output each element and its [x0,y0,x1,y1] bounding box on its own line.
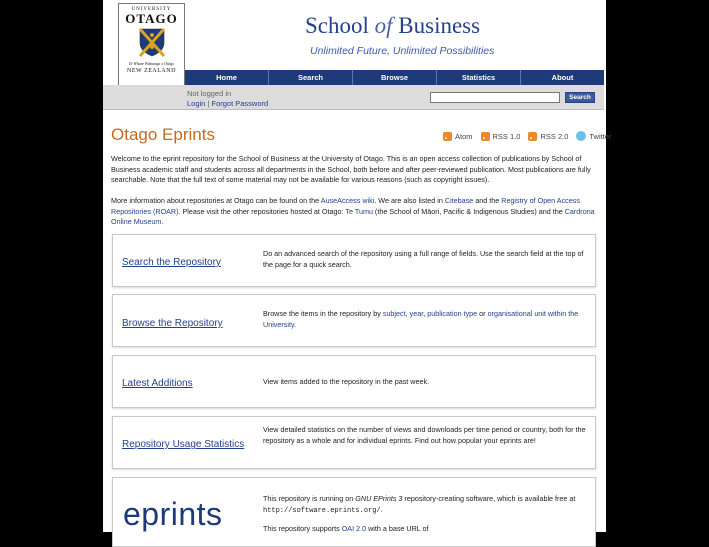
usage-statistics-box [112,416,596,469]
browse-end: . [294,319,297,329]
search-button[interactable]: Search [565,92,595,103]
browse-year-link[interactable]: year [409,309,424,318]
auseaccess-link[interactable]: AuseAccess wiki [320,196,375,205]
forgot-password-link[interactable]: Forgot Password [211,99,269,108]
browse-comma-2: , [423,309,428,318]
login-separator: | [207,99,210,108]
software-box [112,477,596,547]
search-repository-link[interactable]: Search the Repository [122,257,221,268]
feed-links [443,131,611,141]
browse-desc-text: Browse the items in the repository by [263,309,383,318]
search-repository-box [112,234,596,287]
software-text-3: . [380,504,383,514]
citebase-link[interactable]: Citebase [444,196,474,205]
latest-additions-box [112,355,596,408]
browse-repository-desc [263,309,589,330]
browse-subject-link[interactable]: subject [382,309,406,318]
latest-additions-link[interactable]: Latest Additions [122,378,193,389]
school-title-part2: Business [392,13,481,38]
crest-icon [138,27,166,57]
logo-university-text: UNIVERSITY [131,7,172,12]
software-text-2: repository-creating software, which is available free at [402,494,576,503]
more-text-1: More information about repositories at Otago can be found on the [111,196,321,205]
software-desc [263,494,589,516]
usage-statistics-desc: View detailed statistics on the number of views and downloads per time period or country, both for the repository as a whole and for individual eprints. Find out how popular your eprints are! [263,425,586,445]
nav-home[interactable]: Home [216,73,237,82]
browse-repository-link[interactable]: Browse the Repository [122,318,223,329]
nav-about[interactable]: About [520,70,604,85]
more-text-3: and the [473,196,502,205]
browse-or: or [477,309,488,318]
oai-link[interactable]: OAI 2.0 [341,524,367,533]
browse-repository-box [112,294,596,347]
usage-statistics-link[interactable]: Repository Usage Statistics [122,439,245,450]
browse-pubtype-link[interactable]: publication type [427,309,478,318]
software-name: GNU EPrints 3 [355,494,403,503]
nav-statistics[interactable]: Statistics [436,70,520,85]
software-text-1: This repository is running on [263,494,356,503]
nav-browse[interactable]: Browse [352,70,436,85]
feed-rss1[interactable] [481,131,521,141]
roar-link[interactable]: Registry of Open Access Repositories (ROAR) [111,196,580,216]
more-text-2: . We are also listed in [374,196,445,205]
twitter-icon [576,131,586,141]
logo-otago-text [119,12,184,25]
atom-feed-icon [443,132,452,141]
eprints-logo[interactable]: eprints [123,496,223,532]
login-status: Not logged in [187,89,232,98]
latest-additions-desc: View items added to the repository in the past week. [263,377,430,386]
oai-text-2: with a base URL of [366,524,429,533]
te-tumu-link[interactable]: Te Tumu [345,206,373,216]
main-navigation [185,70,604,85]
school-title-of: of [374,13,393,38]
login-bar [103,85,604,110]
rss-feed-icon [528,132,537,141]
cardrona-link[interactable]: Cardrona Online Museum [111,206,595,226]
search-repository-desc: Do an advanced search of the repository using a full range of fields. Use the search field at the top of the page for a quick search. [263,249,584,269]
feed-twitter[interactable] [576,131,611,141]
more-text-5: (the School of Māori, Pacific & Indigenous Studies) and the [372,206,565,216]
feed-rss2[interactable] [528,131,568,141]
page-title: Otago Eprints [111,125,215,144]
more-text-4: . Please visit the other repositories hosted at Otago: [178,206,346,216]
school-title [305,13,480,39]
software-url[interactable]: http://software.eprints.org/ [263,506,381,515]
browse-orgunit-link[interactable]: organisational unit within the University [263,309,579,329]
feed-atom-label: Atom [455,131,473,141]
nav-search[interactable]: Search [268,70,352,85]
rss-feed-icon [481,132,490,141]
logo-otago-word: OTAGO [125,11,178,26]
feed-twitter-label: Twitter [589,131,612,141]
school-title-part1: School [305,13,375,38]
feed-rss1-label: RSS 1.0 [492,131,521,141]
tagline: Unlimited Future, Unlimited Possibilities [310,45,495,57]
oai-desc [263,524,589,535]
search-input[interactable] [430,92,560,103]
feed-atom[interactable] [443,131,473,141]
login-link[interactable]: Login [187,99,206,108]
intro-paragraph: Welcome to the eprint repository for the School of Business at the University of Otago. This is an open access collection of publications by School of Business academic staff and students across all departments in the School, both before and after peer-reviewed publication. Most publications are fully searchable. Note that the full text of some material may not be available for various reasons (such as copyright issues). [111,154,591,184]
more-info-paragraph [111,196,598,228]
feed-rss2-label: RSS 2.0 [540,131,569,141]
login-links [187,99,268,108]
browse-comma-1: , [405,309,410,318]
oai-text-1: This repository supports [263,524,342,533]
university-logo[interactable] [118,3,185,95]
more-text-6: . [161,217,164,226]
logo-country: NEW ZEALAND [127,68,176,74]
logo-motto: Te Whare Wānanga o Otāgo [128,61,175,66]
page [103,0,612,533]
